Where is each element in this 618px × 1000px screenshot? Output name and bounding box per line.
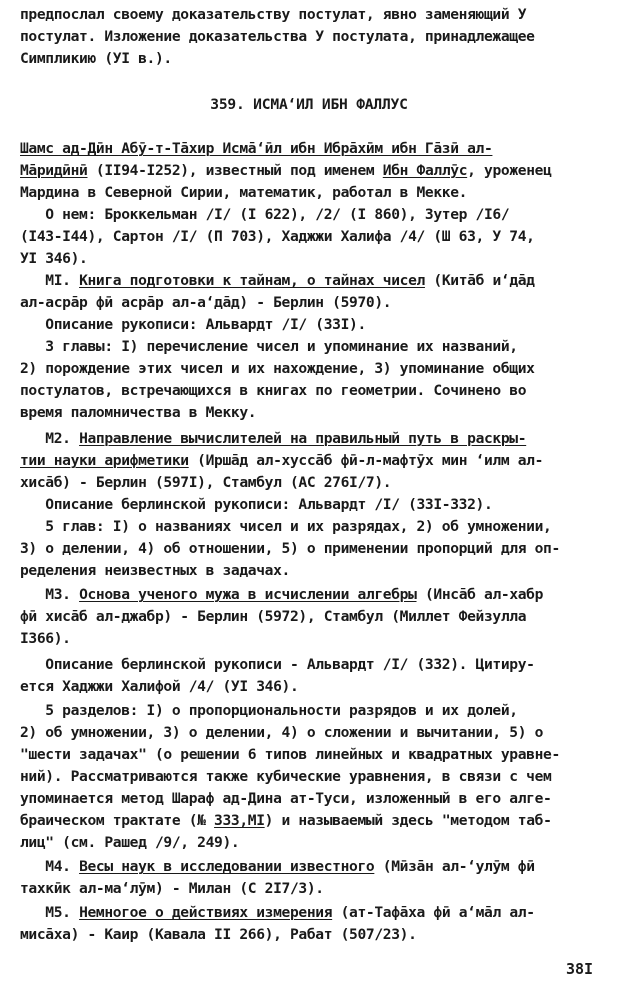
entry-number: MI. — [20, 272, 80, 289]
entry-m2-title-cont: тии науки арифметики — [20, 452, 189, 469]
text-line: ется Хаджжи Халифой /4/ (УI 346). — [20, 678, 299, 695]
entry-m4-title-line — [20, 856, 535, 878]
text-run: (II94-I252), известный под именем — [87, 162, 383, 179]
text-line: Симпликию (УI в.). — [20, 50, 172, 67]
text-run: (Китāб и‘дāд — [424, 272, 535, 289]
text-run: ) и называемый здесь "методом таб- — [264, 812, 552, 829]
author-full-name: Шамс ад-Дӣн Абӯ-т-Тāхир Исмā‘ӣл ибн Ибрāхӣм ибн Гāзӣ ал- — [20, 140, 493, 157]
text-line: ний). Рассматриваются также кубические уравнения, в связи с чем — [20, 768, 552, 785]
text-line: Описание берлинской рукописи - Альвардт /I/ (332). Цитиру- — [20, 656, 535, 673]
entry-m3-title-line — [20, 584, 543, 606]
entry-number: M4. — [20, 858, 80, 875]
text-line: I366). — [20, 630, 71, 647]
text-line: время паломничества в Мекку. — [20, 404, 257, 421]
text-run: (Инсāб ал-хабр — [416, 586, 544, 603]
author-name-line — [20, 138, 492, 160]
text-line: 3) о делении, 4) об отношении, 5) о применении пропорций для оп- — [20, 540, 560, 557]
text-run: браическом трактате (№ — [20, 812, 215, 829]
text-line: предпослал своему доказательству постулат, явно заменяющий У — [20, 6, 527, 23]
author-known-name: Ибн Фаллӯс — [382, 162, 468, 179]
text-line: мисāха) - Каир (Кавала II 266), Рабат (507/23). — [20, 926, 417, 943]
text-line: постулат. Изложение доказательства У постулата, принадлежащее — [20, 28, 535, 45]
text-run: (Мӣзāн ал-‘улӯм фӣ — [374, 858, 535, 875]
text-line: фӣ хисāб ал-джабр) - Берлин (5972), Стамбул (Миллет Фейзулла — [20, 608, 527, 625]
text-line: "шести задачах" (о решении 6 типов линейных и квадратных уравне- — [20, 746, 560, 763]
text-line: 5 разделов: I) о пропорциональности разрядов и их долей, — [20, 702, 518, 719]
author-nisba: Мāридӣнӣ — [20, 162, 88, 179]
text-line: хисāб) - Берлин (597I), Стамбул (АС 276I/7). — [20, 474, 392, 491]
entry-m3-title: Основа ученого мужа в исчислении алгебры — [79, 586, 417, 603]
text-line: 3 главы: I) перечисление чисел и упоминание их названий, — [20, 338, 518, 355]
text-line: тахкӣк ал-ма‘лӯм) - Милан (С 2I7/3). — [20, 880, 324, 897]
entry-m4-title: Весы наук в исследовании известного — [79, 858, 375, 875]
section-heading: 359. ИСМА‘ИЛ ИБН ФАЛЛУС — [210, 96, 408, 113]
entry-m2-title: Направление вычислителей на правильный путь в раскры- — [79, 430, 527, 447]
text-run: , уроженец — [467, 162, 552, 179]
text-line — [20, 450, 543, 472]
text-line: Описание берлинской рукописи: Альвардт /I/ (33I-332). — [20, 496, 493, 513]
cross-reference-link: 333,MI — [214, 812, 265, 829]
text-line: ал-асрāр фӣ асрāр ал-а‘дāд) - Берлин (5970). — [20, 294, 392, 311]
text-line: 2) об умножении, 3) о делении, 4) о сложении и вычитании, 5) о — [20, 724, 544, 741]
references-line: УI 346). — [20, 250, 88, 267]
text-line — [20, 160, 552, 182]
entry-number: M5. — [20, 904, 80, 921]
text-line: 5 глав: I) о названиях чисел и их разрядах, 2) об умножении, — [20, 518, 552, 535]
entry-number: M2. — [20, 430, 80, 447]
text-line: лиц" (см. Рашед /9/, 249). — [20, 834, 240, 851]
text-line: 2) порождение этих чисел и их нахождение, 3) упоминание общих — [20, 360, 535, 377]
page-number: 38I — [566, 960, 594, 978]
entry-m1-title-line — [20, 270, 535, 292]
text-line: Мардина в Северной Сирии, математик, работал в Мекке. — [20, 184, 468, 201]
entry-m5-title-line — [20, 902, 535, 924]
text-line: Описание рукописи: Альвардт /I/ (33I). — [20, 316, 366, 333]
entry-number: M3. — [20, 586, 80, 603]
text-line: упоминается метод Шараф ад-Дина ат-Туси, изложенный в его алге- — [20, 790, 552, 807]
entry-m2-title-line — [20, 428, 526, 450]
text-line — [20, 810, 552, 832]
references-line: (I43-I44), Сартон /I/ (П 703), Хаджжи Халифа /4/ (Ш 63, У 74, — [20, 228, 535, 245]
text-run: (Иршāд ал-хуссāб фӣ-л-мафтӯх мин ‘илм ал- — [188, 452, 544, 469]
text-line: ределения неизвестных в задачах. — [20, 562, 290, 579]
entry-m1-title: Книга подготовки к тайнам, о тайнах чисел — [79, 272, 425, 289]
text-line: постулатов, встречающихся в книгах по геометрии. Сочинено во — [20, 382, 527, 399]
references-line: О нем: Броккельман /I/ (I 622), /2/ (I 860), Зутер /I6/ — [20, 206, 510, 223]
text-run: (ат-Тафāха фӣ а‘мāл ал- — [332, 904, 535, 921]
entry-m5-title: Немногое о действиях измерения — [79, 904, 333, 921]
